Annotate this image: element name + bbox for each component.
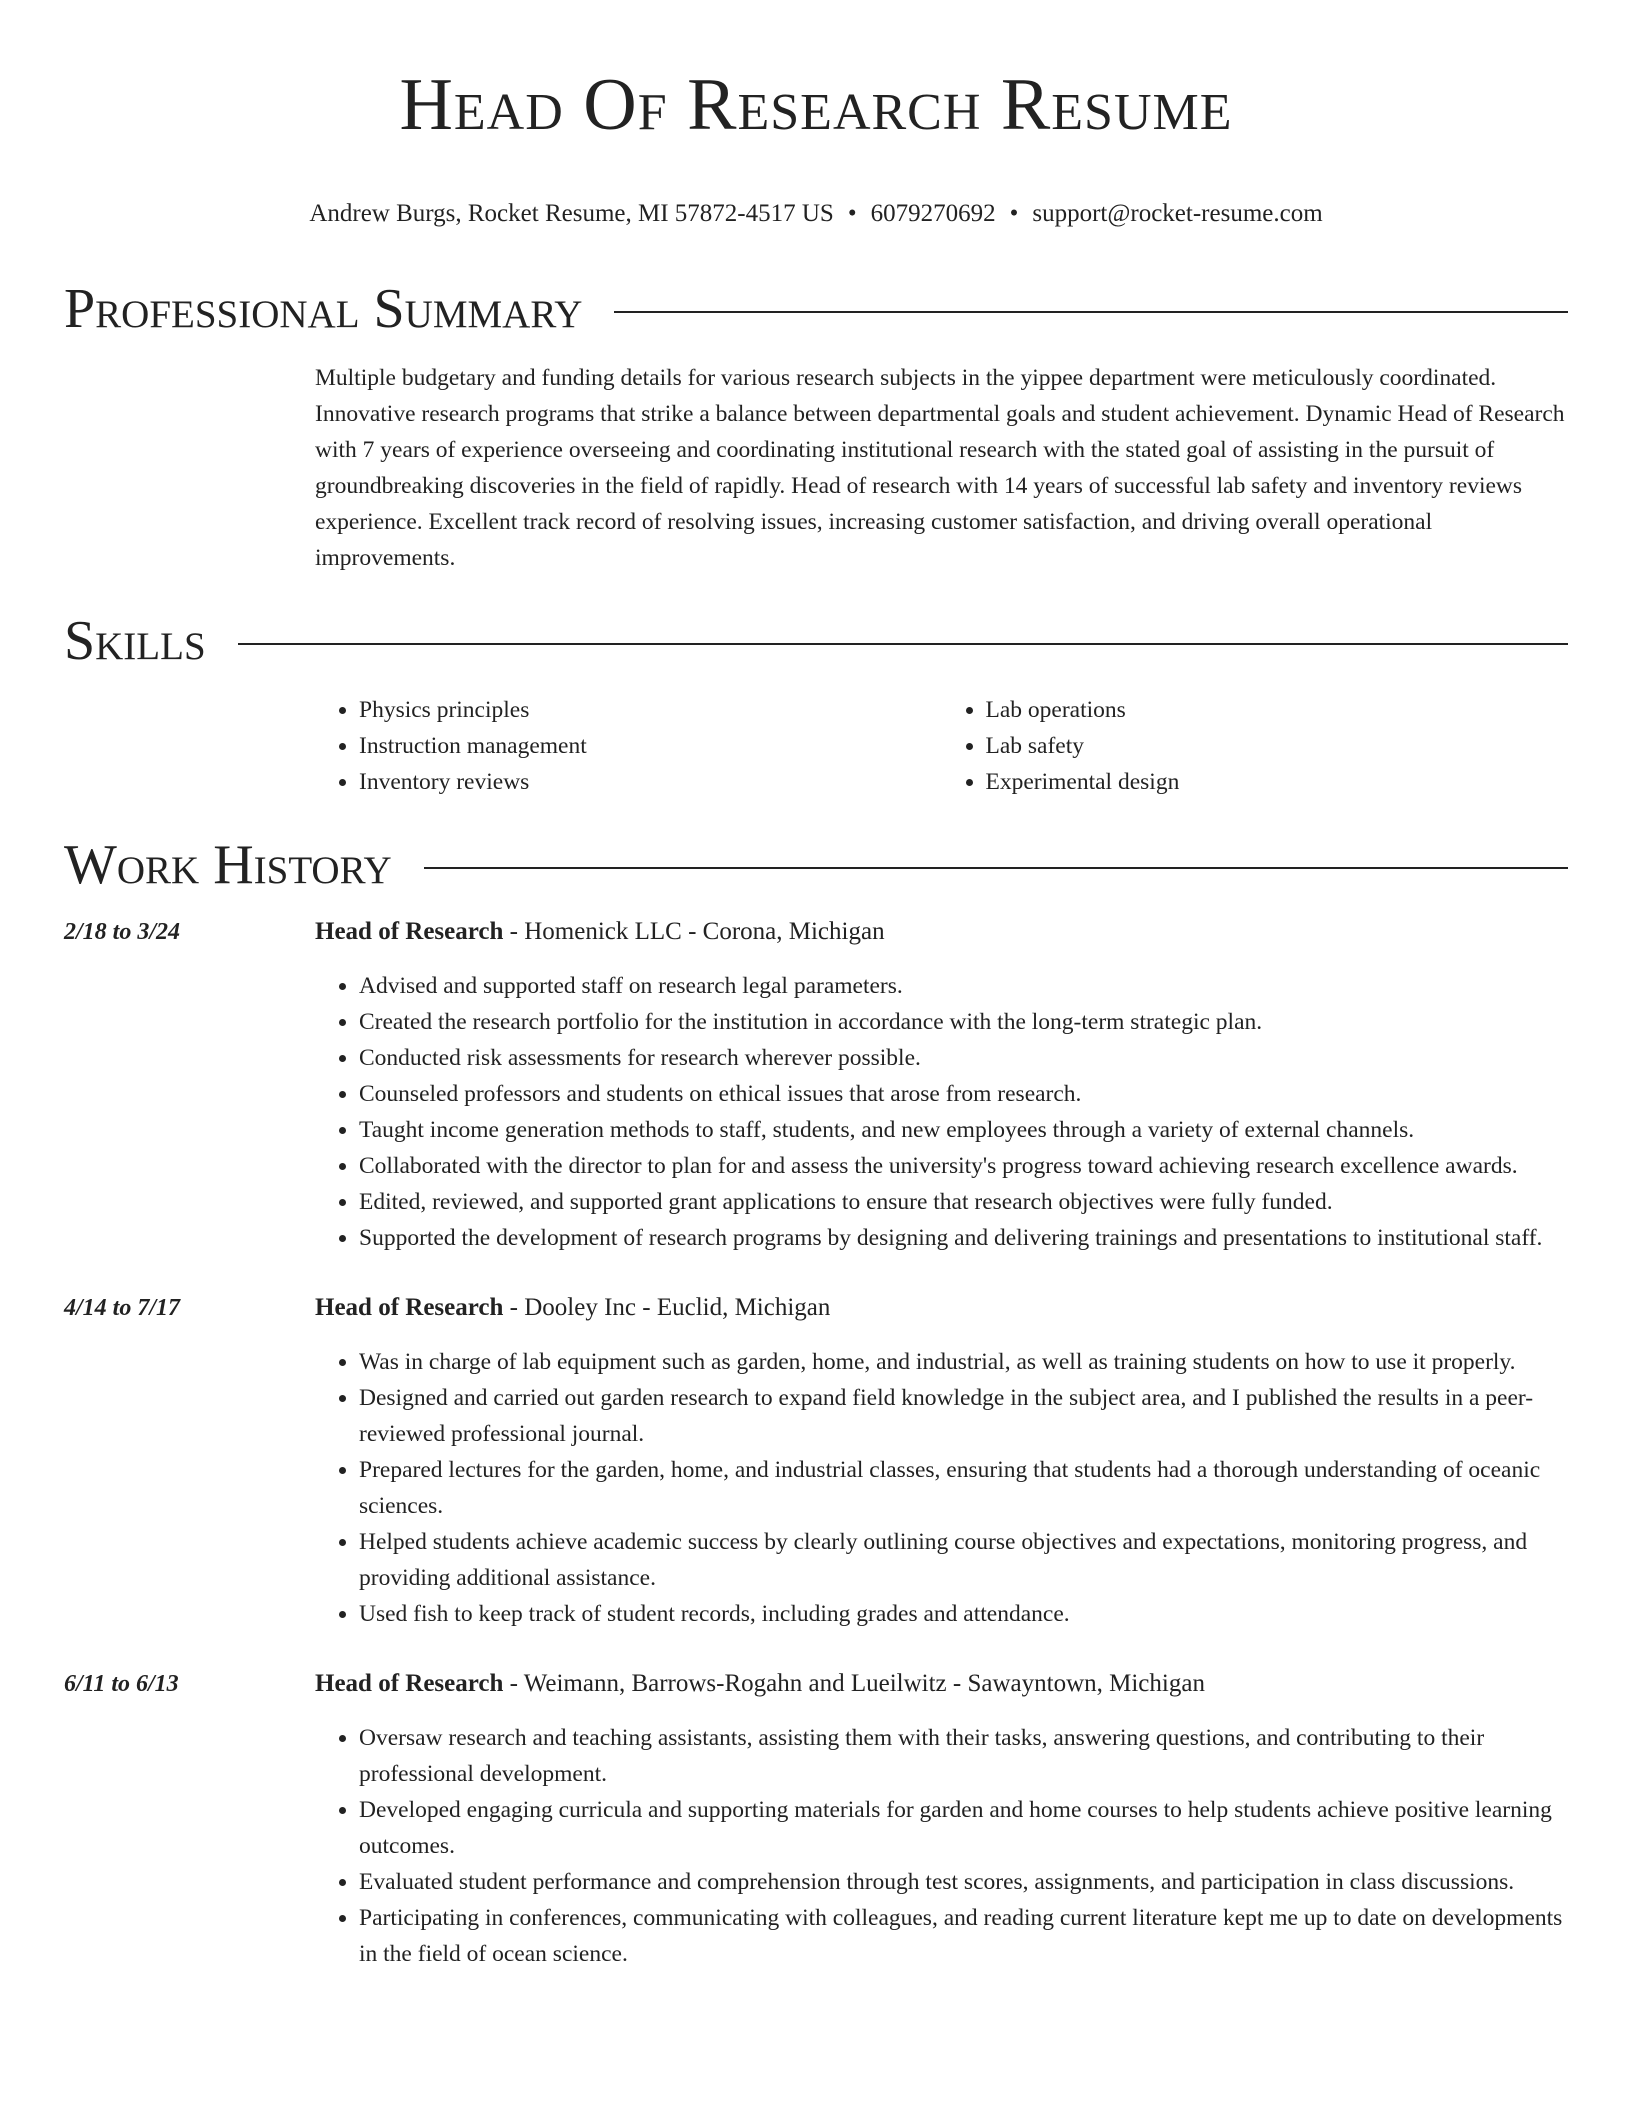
job-bullets [315,1720,1568,1972]
job-company: - Weimann, Barrows-Rogahn and Lueilwitz - Sawayntown, Michigan [503,1670,1205,1697]
skill-item: • Experimental design [986,764,1569,800]
job-bullet: • Edited, reviewed, and supported grant applications to ensure that research objectives were fully funded. [359,1184,1568,1220]
skill-item: • Instruction management [359,728,942,764]
job-bullet: • Helped students achieve academic success by clearly outlining course objectives and expectations, monitoring progress, and providing additional assistance. [359,1524,1568,1596]
job-bullet: • Developed engaging curricula and supporting materials for garden and home courses to help students achieve positive learning outcomes. [359,1792,1568,1864]
job-bullet: • Participating in conferences, communicating with colleagues, and reading current literature kept me up to date on developments in the field of ocean science. [359,1900,1568,1972]
job-info [315,914,1568,1256]
section-divider [614,311,1568,313]
skills-column-right [942,692,1569,800]
job-heading [315,914,1568,950]
job-title: Head of Research [315,918,504,945]
summary-text: Multiple budgetary and funding details for various research subjects in the yippee department were meticulously coordinated. Innovative research programs that strike a balance between departmental goals and student achievement. Dynamic Head of Research with 7 years of experience overseeing and coordinating institutional research with the stated goal of assisting in the pursuit of groundbreaking discoveries in the field of rapidly. Head of research with 14 years of successful lab safety and inventory reviews experience. Excellent track record of resolving issues, increasing customer satisfaction, and driving overall operational improvements. [315,365,1565,571]
skills-list [315,692,1568,800]
job-bullet: • Conducted risk assessments for research wherever possible. [359,1040,1568,1076]
job-bullet: • Used fish to keep track of student records, including grades and attendance. [359,1596,1568,1632]
summary-heading: Professional Summary [64,278,583,340]
section-divider [238,643,1568,645]
contact-email[interactable]: support@rocket-resume.com [1032,200,1323,227]
job-heading [315,1290,1568,1326]
work-section-header [64,830,1568,900]
job-bullet: • Was in charge of lab equipment such as garden, home, and industrial, as well as training students on how to use it properly. [359,1344,1568,1380]
job-dates: 6/11 to 6/13 [64,1671,179,1697]
job-company: - Homenick LLC - Corona, Michigan [503,918,885,945]
job-title: Head of Research [315,1670,504,1697]
job-entry [64,1666,1568,1972]
job-dates: 2/18 to 3/24 [64,919,181,945]
skill-item: • Lab operations [986,692,1569,728]
job-entry [64,1290,1568,1632]
skills-heading: Skills [64,610,206,672]
resume-title: Head Of Research Resume [399,64,1233,146]
job-dates: 4/14 to 7/17 [64,1295,181,1321]
skill-item: • Physics principles [359,692,942,728]
skills-section-header [64,606,1568,676]
work-heading: Work History [64,834,392,896]
job-heading [315,1666,1568,1702]
skills-column-left [315,692,942,800]
contact-separator: • [1009,200,1019,227]
contact-address: Andrew Burgs, Rocket Resume, MI 57872-4517 US [309,200,834,227]
section-divider [424,867,1568,869]
job-entry [64,914,1568,1256]
job-info [315,1290,1568,1632]
job-bullet: • Prepared lectures for the garden, home, and industrial classes, ensuring that students had a thorough understanding of oceanic sciences. [359,1452,1568,1524]
job-bullet: • Designed and carried out garden research to expand field knowledge in the subject area, and I published the results in a peer-reviewed professional journal. [359,1380,1568,1452]
job-bullet: • Counseled professors and students on ethical issues that arose from research. [359,1076,1568,1112]
skill-item: • Inventory reviews [359,764,942,800]
job-bullet: • Taught income generation methods to staff, students, and new employees through a variety of external channels. [359,1112,1568,1148]
contact-phone: 6079270692 [870,200,996,227]
job-bullets [315,968,1568,1256]
job-bullet: • Supported the development of research programs by designing and delivering trainings and presentations to institutional staff. [359,1220,1568,1256]
contact-line [64,198,1568,230]
job-bullet: • Created the research portfolio for the institution in accordance with the long-term strategic plan. [359,1004,1568,1040]
job-bullets [315,1344,1568,1632]
job-bullet: • Evaluated student performance and comprehension through test scores, assignments, and participation in class discussions. [359,1864,1568,1900]
skill-item: • Lab safety [986,728,1569,764]
job-title: Head of Research [315,1294,504,1321]
job-company: - Dooley Inc - Euclid, Michigan [503,1294,831,1321]
job-bullet: • Oversaw research and teaching assistants, assisting them with their tasks, answering questions, and contributing to their professional development. [359,1720,1568,1792]
contact-separator: • [847,200,857,227]
job-bullet: • Collaborated with the director to plan for and assess the university's progress toward achieving research excellence awards. [359,1148,1568,1184]
job-info [315,1666,1568,1972]
job-bullet: • Advised and supported staff on research legal parameters. [359,968,1568,1004]
summary-section-header [64,274,1568,344]
